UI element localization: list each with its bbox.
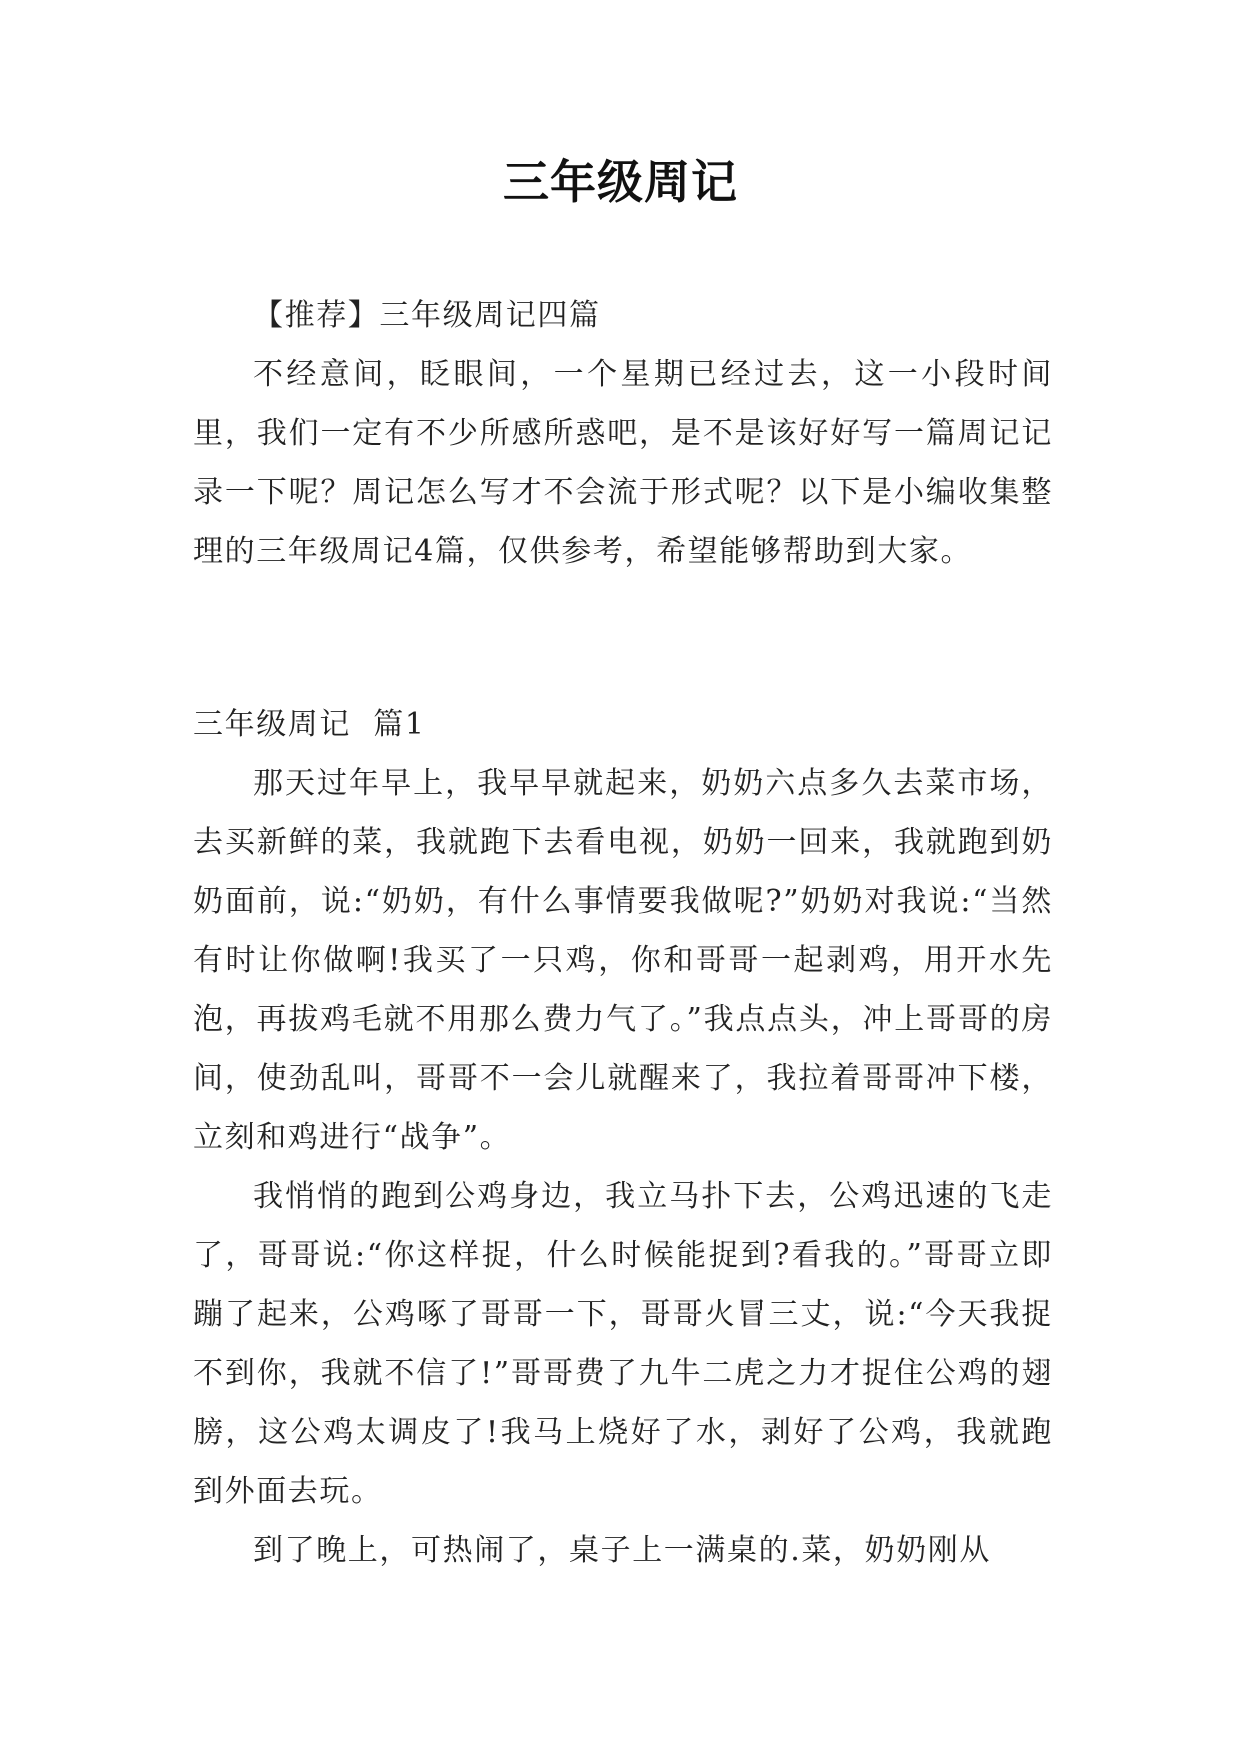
page-title: 三年级周记 bbox=[503, 155, 738, 209]
intro-block bbox=[193, 345, 1053, 581]
story-block bbox=[193, 754, 1053, 1580]
section-heading: 三年级周记 篇1 bbox=[193, 707, 426, 742]
section-heading-block bbox=[193, 695, 1053, 754]
recommend-line: 【推荐】三年级周记四篇 bbox=[253, 298, 601, 333]
story-paragraph: 到了晚上，可热闹了，桌子上一满桌的.菜，奶奶刚从 bbox=[253, 1533, 991, 1568]
recommend-block bbox=[253, 286, 1053, 345]
intro-paragraph: 不经意间，眨眼间，一个星期已经过去，这一小段时间里，我们一定有不少所感所惑吧，是不是该好好写一篇周记记录一下呢？周记怎么写才不会流于形式呢？以下是小编收集整理的三年级周记4篇，仅供参考，希望能够帮助到大家。 bbox=[193, 357, 1053, 569]
story-paragraph: 我悄悄的跑到公鸡身边，我立马扑下去，公鸡迅速的飞走了，哥哥说:“你这样捉，什么时候能捉到?看我的。”哥哥立即蹦了起来，公鸡啄了哥哥一下，哥哥火冒三丈，说:“今天我捉不到你，我就不信了!”哥哥费了九牛二虎之力才捉住公鸡的翅膀，这公鸡太调皮了!我马上烧好了水，剥好了公鸡，我就跑到外面去玩。 bbox=[193, 1179, 1053, 1509]
story-paragraph: 那天过年早上，我早早就起来，奶奶六点多久去菜市场，去买新鲜的菜，我就跑下去看电视，奶奶一回来，我就跑到奶奶面前，说:“奶奶，有什么事情要我做呢?”奶奶对我说:“当然有时让你做啊!我买了一只鸡，你和哥哥一起剥鸡，用开水先泡，再拔鸡毛就不用那么费力气了。”我点点头，冲上哥哥的房间，使劲乱叫，哥哥不一会儿就醒来了，我拉着哥哥冲下楼，立刻和鸡进行“战争”。 bbox=[193, 766, 1053, 1155]
